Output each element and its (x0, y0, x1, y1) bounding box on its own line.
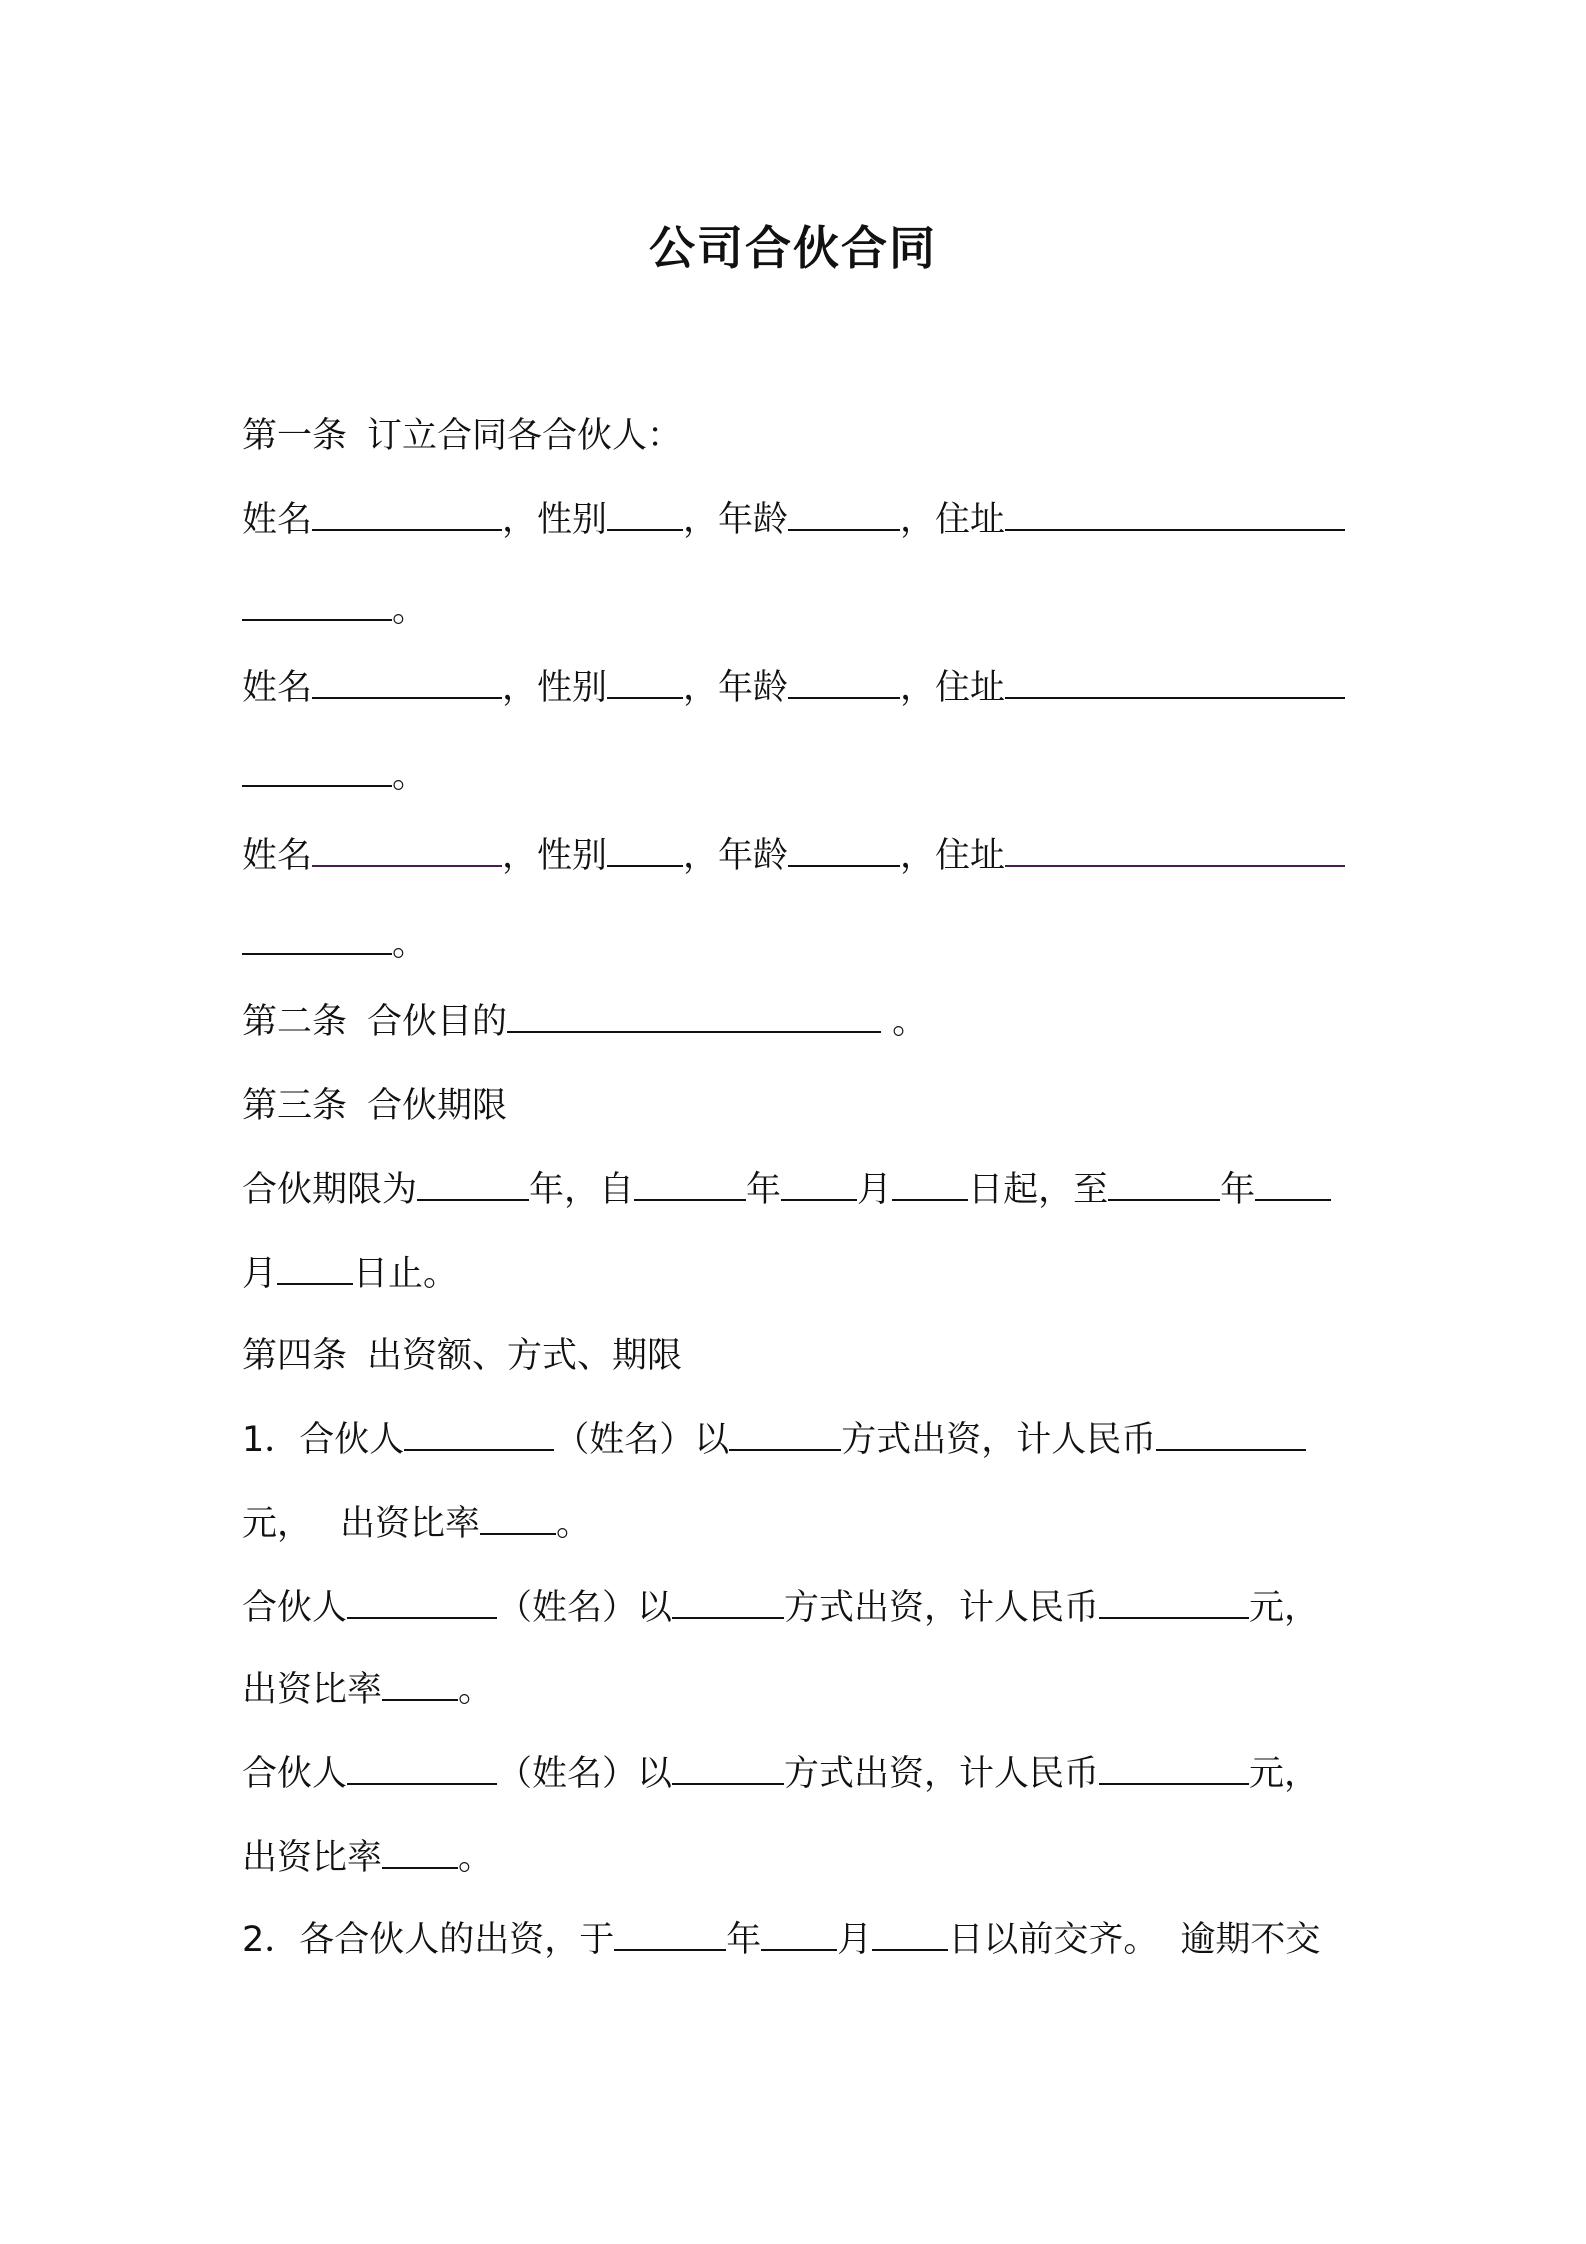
period: 。 (392, 756, 428, 796)
contribution-3 (242, 1750, 1357, 1798)
year-label: 年 (726, 1920, 762, 1960)
amount-blank[interactable] (1099, 1753, 1249, 1785)
end-month-blank[interactable] (1255, 1169, 1331, 1201)
method-blank[interactable] (729, 1419, 841, 1451)
partner-row-3 (242, 832, 1357, 880)
name-label: 姓名 (242, 668, 313, 708)
contrib-label: 合伙人 (242, 1754, 348, 1794)
contribution-2 (242, 1584, 1357, 1632)
contrib-label: 合伙人 (242, 1588, 348, 1628)
start-day-blank[interactable] (892, 1169, 968, 1201)
partner-row-1-cont (242, 586, 1357, 634)
address-label: ，住址 (900, 836, 1006, 876)
address-blank-cont[interactable] (242, 923, 392, 955)
partner-row-2-cont (242, 752, 1357, 800)
amount-blank[interactable] (1099, 1587, 1249, 1619)
age-blank[interactable] (788, 499, 900, 531)
clause-2-text: 2．各合伙人的出资，于 (242, 1920, 615, 1960)
term-to: 日起，至 (968, 1170, 1109, 1210)
article-3 (242, 1082, 1357, 1130)
term-label: 合伙期限为 (242, 1170, 418, 1210)
contribution-3-cont (242, 1834, 1357, 1882)
address-blank[interactable] (1005, 835, 1345, 867)
amount-blank[interactable] (1156, 1419, 1306, 1451)
gender-blank[interactable] (607, 667, 683, 699)
name-label: 姓名 (242, 836, 313, 876)
gender-blank[interactable] (607, 835, 683, 867)
age-label: ，年龄 (683, 836, 789, 876)
partner-name-blank[interactable] (404, 1419, 554, 1451)
address-blank[interactable] (1005, 499, 1345, 531)
gender-label: ，性别 (502, 500, 608, 540)
period: 。 (392, 924, 428, 964)
ratio-blank[interactable] (480, 1503, 556, 1535)
contribution-1-cont (242, 1500, 1357, 1548)
term-line (242, 1166, 1357, 1214)
name-blank[interactable] (312, 835, 502, 867)
deadline-month-blank[interactable] (761, 1919, 837, 1951)
article-4 (242, 1332, 1357, 1380)
period: 。 (556, 1504, 592, 1544)
clause-2 (242, 1916, 1357, 1964)
contrib-label: 1．合伙人 (242, 1420, 405, 1460)
age-blank[interactable] (788, 667, 900, 699)
article-2 (242, 998, 1357, 1046)
gender-blank[interactable] (607, 499, 683, 531)
partner-name-blank[interactable] (347, 1587, 497, 1619)
ratio-label: 出资比率 (242, 1838, 383, 1878)
article-2-text: 合伙目的 (367, 1002, 508, 1042)
age-label: ，年龄 (683, 668, 789, 708)
term-from: 年，自 (529, 1170, 635, 1210)
article-1 (242, 412, 1357, 460)
month-label: 月 (837, 1920, 873, 1960)
name-note: （姓名）以 (497, 1588, 673, 1628)
partner-name-blank[interactable] (347, 1753, 497, 1785)
yuan-label: 元， (1249, 1588, 1320, 1628)
article-3-text: 合伙期限 (367, 1086, 508, 1126)
name-blank[interactable] (312, 499, 502, 531)
method-blank[interactable] (672, 1587, 784, 1619)
address-label: ，住址 (900, 500, 1006, 540)
article-2-heading: 第二条 (242, 1002, 348, 1042)
purpose-blank[interactable] (507, 1001, 881, 1033)
ratio-label: 出资比率 (242, 1670, 383, 1710)
yuan-label: 元， (1249, 1754, 1320, 1794)
article-4-text: 出资额、方式、期限 (367, 1336, 683, 1376)
document-title: 公司合伙合同 (649, 221, 937, 275)
article-3-heading: 第三条 (242, 1086, 348, 1126)
month-label: 月 (857, 1170, 893, 1210)
method-label: 方式出资，计人民币 (841, 1420, 1157, 1460)
address-label: ，住址 (900, 668, 1006, 708)
term-line-cont (242, 1250, 1357, 1298)
article-4-heading: 第四条 (242, 1336, 348, 1376)
method-label: 方式出资，计人民币 (784, 1588, 1100, 1628)
overdue-text: 逾期不交 (1180, 1920, 1321, 1960)
partner-row-2 (242, 664, 1357, 712)
address-blank-cont[interactable] (242, 589, 392, 621)
age-blank[interactable] (788, 835, 900, 867)
partner-row-3-cont (242, 920, 1357, 968)
gender-label: ，性别 (502, 836, 608, 876)
age-label: ，年龄 (683, 500, 789, 540)
contribution-2-cont (242, 1666, 1357, 1714)
period: 。 (392, 590, 428, 630)
years-blank[interactable] (417, 1169, 529, 1201)
year-label: 年 (1220, 1170, 1256, 1210)
name-note: （姓名）以 (554, 1420, 730, 1460)
ratio-label: 出资比率 (340, 1504, 481, 1544)
start-year-blank[interactable] (634, 1169, 746, 1201)
name-note: （姓名）以 (497, 1754, 673, 1794)
yuan-label: 元， (242, 1504, 313, 1544)
period: 。 (881, 1002, 928, 1042)
address-blank-cont[interactable] (242, 755, 392, 787)
period: 。 (458, 1838, 494, 1878)
deadline-day-blank[interactable] (872, 1919, 948, 1951)
deadline-year-blank[interactable] (614, 1919, 726, 1951)
ratio-blank[interactable] (382, 1837, 458, 1869)
contribution-1 (242, 1416, 1357, 1464)
article-1-text: 订立合同各合伙人： (367, 416, 683, 456)
start-month-blank[interactable] (781, 1169, 857, 1201)
month-label: 月 (242, 1254, 278, 1294)
end-day-blank[interactable] (277, 1253, 353, 1285)
end-year-blank[interactable] (1108, 1169, 1220, 1201)
period: 。 (458, 1670, 494, 1710)
name-label: 姓名 (242, 500, 313, 540)
term-end: 日止。 (353, 1254, 459, 1294)
method-blank[interactable] (672, 1753, 784, 1785)
ratio-blank[interactable] (382, 1669, 458, 1701)
article-1-heading: 第一条 (242, 416, 348, 456)
address-blank[interactable] (1005, 667, 1345, 699)
name-blank[interactable] (312, 667, 502, 699)
year-label: 年 (746, 1170, 782, 1210)
method-label: 方式出资，计人民币 (784, 1754, 1100, 1794)
partner-row-1 (242, 496, 1357, 544)
deadline-text: 日以前交齐。 (948, 1920, 1159, 1960)
gender-label: ，性别 (502, 668, 608, 708)
